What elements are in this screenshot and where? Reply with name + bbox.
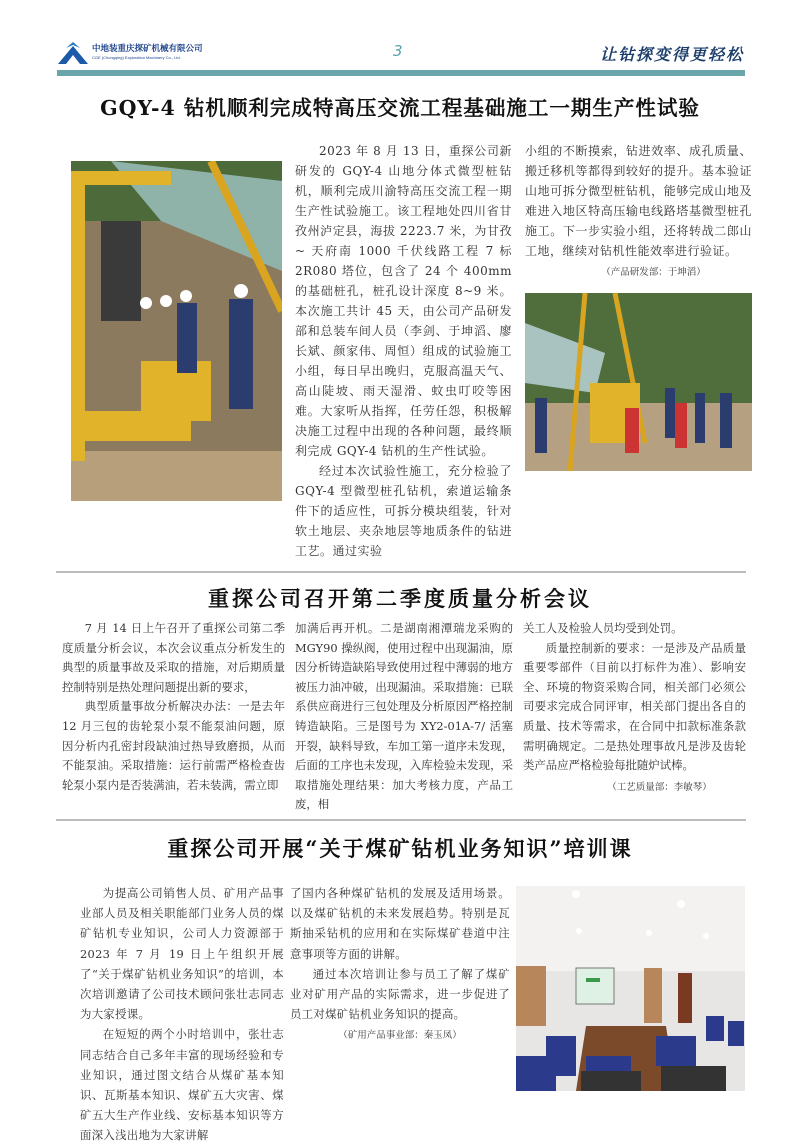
header-bar (57, 70, 745, 76)
training-room-photo (516, 886, 745, 1091)
company-name-en: CGE (Chongqing) Exploration Machinery Co., Ltd. (92, 55, 181, 60)
byline: （矿用产品事业部：秦玉凤） (338, 1030, 462, 1042)
paragraph: 为提高公司销售人员、矿用产品事业部人员及相关职能部门业务人员的煤矿钻机专业知识，公司人力资源部于 2023 年 7 月 19 日上午组织开展了“关于煤矿钻机业务知识”的培训，本次培训邀请了公司技术顾问张壮志同志为大家授课。 (80, 885, 284, 1022)
paragraph: 典型质量事故分析解决办法：一是去年 12 月三包的齿轮泵小泵不能泵油问题，原因分析内孔密封段缺油过热导致磨损，从而不能泵油。采取措施：运行前需严格检查齿轮泵小泵内是否装满油，若未装满，需立即 (62, 699, 285, 792)
article-column-1 (80, 883, 284, 1146)
article-column-3 (525, 141, 752, 471)
article-quality-meeting (0, 583, 800, 815)
page-header (0, 0, 800, 78)
article-column-2 (295, 619, 513, 815)
article-column-2 (295, 141, 512, 561)
paragraph: 质量控制新的要求：一是涉及产品质量重要零部件（目前以打标件为准）、影响安全、环境的物资采购合同，相关部门必须公司要求完成合同评审，相关部门提出各自的质量、技术等需求，在合同中扣款标准条款需明确规定。二是热处理事故凡是涉及齿轮类产品应严格检验每批随炉试棒。 (523, 640, 746, 773)
article-drill-test (0, 91, 800, 561)
paragraph: 小组的不断摸索，钻进效率、成孔质量、搬迁移机等都得到较好的提升。基本验证山地可拆分微型桩钻机，能够完成山地及难进入地区特高压输电线路塔基微型桩孔施工。下一步实验小组，还将转战二郎山工地，继续对钻机性能效率进行验证。 (525, 144, 752, 258)
paragraph: 加满后再开机。二是湖南湘潭瑞龙采购的 MGY90 操纵阀，使用过程中出现漏油，原因分析铸造缺陷导致使用过程中薄弱的地方被压力油冲破，出现漏油。采取措施：已联系供应商进行三包处理及分析原因严格控制铸造缺陷。三是图号为 XY2-01A-7/ 活塞开裂，缺料导致，车加工第一道序未发现，后面的工序也未发现，入库检验未发现，采取措施处理结果：加大考核力度，产品工废，相 (295, 621, 513, 812)
page-number: 3 (393, 42, 403, 60)
paragraph: 关工人及检验人员均受到处罚。 (523, 621, 683, 635)
company-name: 中地装重庆探矿机械有限公司 (92, 44, 203, 54)
drill-site-photo (71, 161, 282, 501)
slogan: 让钻探变得更轻松 (600, 45, 745, 64)
article-column-3 (523, 619, 746, 797)
byline: （产品研发部：于坤滔） (601, 267, 706, 278)
paragraph: 通过本次培训让参与员工了解了煤矿业对矿用产品的实际需求，进一步促进了员工对煤矿钻机业务知识的提高。 (290, 966, 510, 1022)
article-title: 重探公司召开第二季度质量分析会议 (208, 586, 592, 611)
article-title: GQY-4 钻机顺利完成特高压交流工程基础施工一期生产性试验 (100, 96, 700, 120)
paragraph: 7 月 14 日上午召开了重探公司第二季度质量分析会议，本次会议重点分析发生的典型的质量事故及采取的措施，对后期质量控制特别是热处理问题提出新的要求， (62, 621, 285, 694)
article-training (0, 833, 800, 1146)
article-column-2 (290, 883, 510, 1047)
section-divider (56, 571, 746, 573)
article-title: 重探公司开展“关于煤矿钻机业务知识”培训课 (167, 835, 633, 861)
paragraph: 2023 年 8 月 13 日，重探公司新研发的 GQY-4 山地分体式微型桩钻机，顺利完成川渝特高压交流工程一期生产性试验施工。该工程地处四川省甘孜州泸定县，海拔 2223.7 米，为甘孜 ~ 天府南 1000 千伏线路工程 7 标 2R080 塔位，包含了 24 个 400mm 的基础桩孔，桩孔设计深度 8~9 米。本次施工共计 45 天，由公司产品研发部和总装车间人员（李剑、于坤滔、廖长斌、颜家伟、周恒）组成的试验施工小组，每日早出晚归，克服高温天气、高山陡坡、雨天湿滑、蚊虫叮咬等困难。大家听从指挥，任劳任怨，积极解决施工过程中出现的各种问题，最终顺利完成 GQY-4 钻机的生产性试验。 (295, 144, 512, 458)
paragraph: 经过本次试验性施工，充分检验了 GQY-4 型微型桩孔钻机，索道运输条件下的适应性，可拆分模块组装，针对软土地层、夹杂地层等地质条件的钻进工艺。通过实验 (295, 464, 512, 558)
section-divider (56, 819, 746, 821)
paragraph: 在短短的两个小时培训中，张壮志同志结合自己多年丰富的现场经验和专业知识，通过图文结合从煤矿基本知识、瓦斯基本知识、煤矿五大灾害、煤矿五大生产作业线、安标基本知识等方面深入浅出地为大家讲解 (80, 1027, 284, 1143)
paragraph: 了国内各种煤矿钻机的发展及适用场景。以及煤矿钻机的未来发展趋势。特别是瓦斯抽采钻机的应用和在实际煤矿巷道中注意事项等方面的讲解。 (290, 885, 510, 961)
byline: （工艺质量部：李敏琴） (607, 781, 712, 793)
article-column-1 (62, 619, 285, 795)
drill-inspection-photo (525, 293, 752, 471)
company-logo-icon (58, 42, 88, 64)
